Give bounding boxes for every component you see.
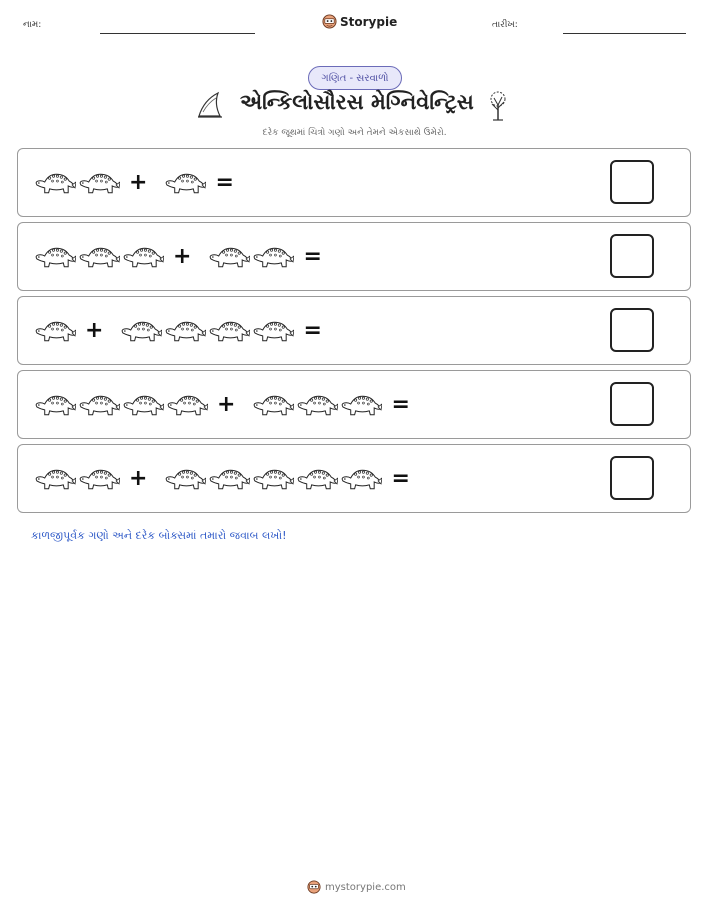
- ankylosaurus-icon: [163, 465, 206, 493]
- page-subtitle: દરેક જૂથમાં ચિત્રો ગણો અને તેમને એકસાથે ઉમેરો.: [262, 128, 447, 138]
- ankylosaurus-icon: [339, 391, 382, 419]
- subject-tag: ગણિત - સરવાળો: [308, 66, 402, 90]
- name-line[interactable]: [100, 33, 255, 34]
- ankylosaurus-icon: [33, 317, 76, 345]
- ankylosaurus-icon: [33, 465, 76, 493]
- equation: [18, 445, 418, 512]
- ankylosaurus-icon: [295, 391, 338, 419]
- instruction-text: કાળજીપૂર્વક ગણો અને દરેક બોક્સમાં તમારો જવાબ લખો!: [31, 529, 287, 542]
- footer-brand: [307, 880, 406, 894]
- ankylosaurus-icon: [77, 391, 120, 419]
- plus-sign: +: [173, 244, 192, 269]
- ankylosaurus-icon: [207, 317, 250, 345]
- storypie-mascot-icon: [322, 14, 337, 29]
- plus-sign: +: [85, 318, 104, 343]
- problem-row: [17, 222, 691, 291]
- ankylosaurus-icon: [77, 465, 120, 493]
- ankylosaurus-icon: [339, 465, 382, 493]
- problem-row: [17, 444, 691, 513]
- ankylosaurus-icon: [295, 465, 338, 493]
- plus-sign: +: [217, 392, 236, 417]
- ankylosaurus-icon: [207, 243, 250, 271]
- answer-box[interactable]: [610, 456, 654, 500]
- ankylosaurus-icon: [163, 169, 206, 197]
- plus-sign: +: [129, 466, 148, 491]
- ankylosaurus-icon: [251, 317, 294, 345]
- ankylosaurus-icon: [251, 391, 294, 419]
- equals-sign: =: [391, 466, 410, 491]
- answer-box[interactable]: [610, 382, 654, 426]
- ankylosaurus-icon: [251, 465, 294, 493]
- date-label: તારીખ:: [492, 20, 518, 30]
- answer-box[interactable]: [610, 160, 654, 204]
- page-title: એન્કિલોસૌરસ મેગ્નિવેન્ટ્રિસ: [240, 90, 474, 114]
- brand-logo: [322, 14, 397, 29]
- name-label: નામ:: [23, 20, 42, 30]
- equation: [18, 297, 330, 364]
- ankylosaurus-icon: [207, 465, 250, 493]
- brand-name: Storypie: [340, 14, 398, 29]
- ankylosaurus-icon: [33, 169, 76, 197]
- footer-site: mystorypie.com: [325, 881, 406, 893]
- answer-box[interactable]: [610, 308, 654, 352]
- date-line[interactable]: [563, 33, 686, 34]
- equals-sign: =: [391, 392, 410, 417]
- ankylosaurus-icon: [119, 317, 162, 345]
- equation: [18, 223, 330, 290]
- equals-sign: =: [303, 318, 322, 343]
- problem-row: [17, 148, 691, 217]
- plus-sign: +: [129, 170, 148, 195]
- tree-icon: [484, 90, 512, 122]
- ankylosaurus-icon: [251, 243, 294, 271]
- ankylosaurus-icon: [33, 243, 76, 271]
- equation: [18, 371, 418, 438]
- ankylosaurus-icon: [77, 169, 120, 197]
- equation: [18, 149, 242, 216]
- ankylosaurus-icon: [165, 391, 208, 419]
- fossil-shell-icon: [196, 90, 224, 120]
- storypie-mascot-icon: [307, 880, 321, 894]
- ankylosaurus-icon: [33, 391, 76, 419]
- problem-row: [17, 370, 691, 439]
- ankylosaurus-icon: [77, 243, 120, 271]
- problem-row: [17, 296, 691, 365]
- ankylosaurus-icon: [163, 317, 206, 345]
- ankylosaurus-icon: [121, 243, 164, 271]
- equals-sign: =: [215, 170, 234, 195]
- answer-box[interactable]: [610, 234, 654, 278]
- ankylosaurus-icon: [121, 391, 164, 419]
- equals-sign: =: [303, 244, 322, 269]
